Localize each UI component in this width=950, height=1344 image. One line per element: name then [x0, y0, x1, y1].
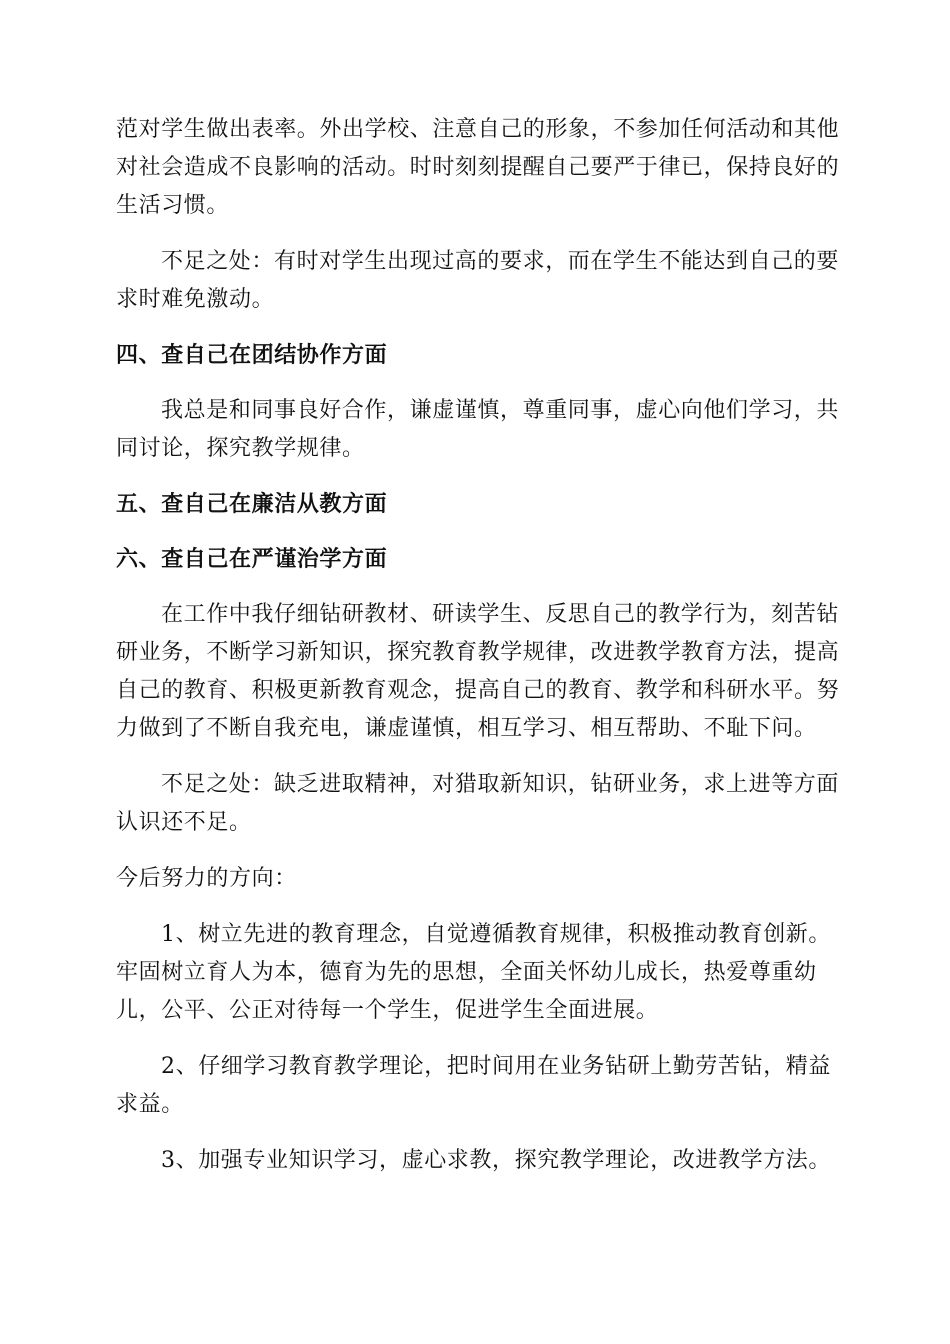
text-line: 1、树立先进的教育理念，自觉遵循教育规律，积极推动教育创新。 — [161, 922, 831, 947]
text-line: 在工作中我仔细钻研教材、研读学生、反思自己的教学行为，刻苦钻 — [161, 602, 840, 627]
text-line: 2、仔细学习教育教学理论，把时间用在业务钻研上勤劳苦钻，精益 — [161, 1054, 831, 1079]
text-line: 不足之处：缺乏进取精神，对猎取新知识，钻研业务，求上进等方面 — [161, 772, 840, 797]
section-heading-teamwork: 四、查自己在团结协作方面 — [116, 343, 388, 368]
text-line: 我总是和同事良好合作，谦虚谨慎，尊重同事，虚心向他们学习，共 — [161, 398, 840, 423]
paragraph-teamwork — [116, 392, 840, 468]
text-line: 范对学生做出表率。外出学校、注意自己的形象，不参加任何活动和其他 — [116, 117, 840, 142]
text-line: 同讨论，探究教学规律。 — [116, 436, 365, 461]
paragraph-shortcoming-1 — [116, 243, 840, 319]
text-line: 求益。 — [116, 1092, 184, 1117]
list-item-1 — [116, 916, 832, 1030]
text-line: 求时难免激动。 — [116, 287, 275, 312]
text-line: 3、加强专业知识学习，虚心求教，探究教学理论，改进教学方法。 — [161, 1148, 831, 1173]
list-item-3 — [116, 1142, 832, 1180]
text-line: 研业务，不断学习新知识，探究教育教学规律，改进教学教育方法，提高 — [116, 640, 840, 665]
text-line: 认识还不足。 — [116, 810, 252, 835]
paragraph-future-direction: 今后努力的方向： — [116, 866, 297, 891]
text-line: 牢固树立育人为本，德育为先的思想，全面关怀幼儿成长，热爱尊重幼 — [116, 960, 817, 985]
paragraph-scholarship — [116, 596, 840, 748]
list-item-2 — [116, 1048, 832, 1124]
section-heading-scholarship: 六、查自己在严谨治学方面 — [116, 547, 388, 572]
text-line: 儿，公平、公正对待每一个学生，促进学生全面进展。 — [116, 998, 659, 1023]
paragraph-shortcoming-2 — [116, 766, 840, 842]
text-line: 不足之处：有时对学生出现过高的要求，而在学生不能达到自己的要 — [161, 249, 840, 274]
paragraph-conduct — [116, 111, 840, 225]
text-line: 力做到了不断自我充电，谦虚谨慎，相互学习、相互帮助、不耻下问。 — [116, 716, 817, 741]
text-line: 自己的教育、积极更新教育观念，提高自己的教育、教学和科研水平。努 — [116, 678, 840, 703]
text-line: 生活习惯。 — [116, 193, 230, 218]
section-heading-integrity: 五、查自己在廉洁从教方面 — [116, 492, 388, 517]
text-line: 对社会造成不良影响的活动。时时刻刻提醒自己要严于律已，保持良好的 — [116, 155, 840, 180]
